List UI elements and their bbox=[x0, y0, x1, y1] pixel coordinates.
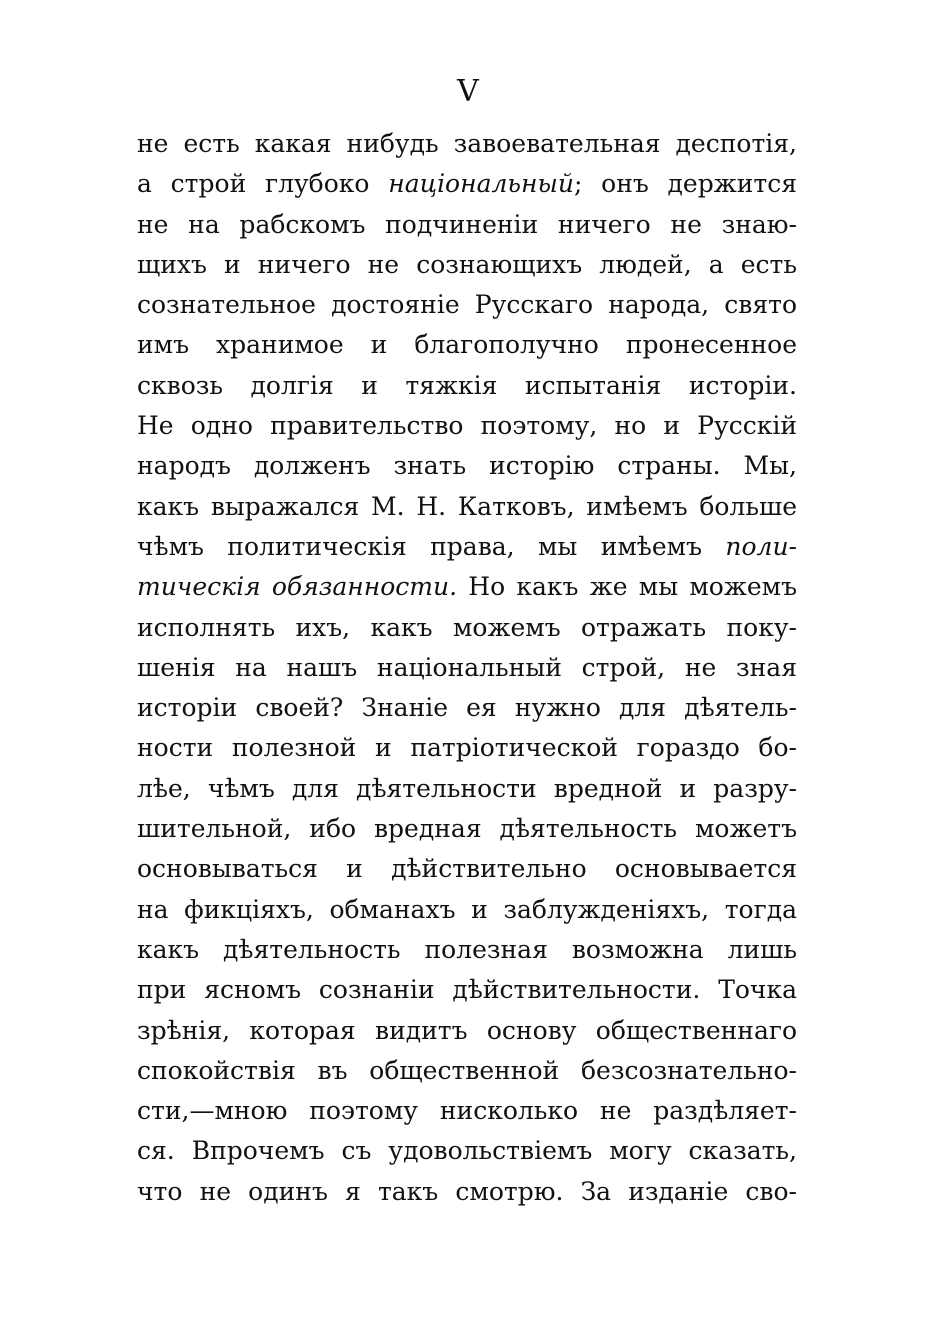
text-run: щихъ и ничего не сознающихъ людей, а есть bbox=[137, 249, 797, 279]
text-line bbox=[137, 1051, 797, 1091]
text-run: Не одно правительство поэтому, но и Русскій bbox=[137, 411, 797, 441]
text-run: исполнять ихъ, какъ можемъ отражать поку- bbox=[137, 612, 797, 642]
text-run: сознательное достояніе Русскаго народа, свято bbox=[137, 290, 797, 320]
text-line bbox=[137, 1172, 797, 1212]
text-run: спокойствія въ общественной безсознательно- bbox=[137, 1055, 797, 1085]
text-line bbox=[137, 769, 797, 809]
text-run: какъ выражался М. Н. Катковъ, имѣемъ больше bbox=[137, 491, 797, 521]
text-line bbox=[137, 648, 797, 688]
text-line bbox=[137, 487, 797, 527]
text-line bbox=[137, 527, 797, 567]
text-line bbox=[137, 970, 797, 1010]
text-run: не есть какая нибудь завоевательная деспотія, bbox=[137, 129, 797, 158]
text-run: основываться и дѣйствительно основывается bbox=[137, 854, 797, 884]
text-line bbox=[137, 245, 797, 285]
text-run: зрѣнія, которая видитъ основу общественнаго bbox=[137, 1015, 797, 1045]
text-run: чѣмъ политическія права, мы имѣемъ bbox=[137, 531, 726, 561]
text-run: исторіи своей? Знаніе ея нужно для дѣятель- bbox=[137, 693, 797, 723]
text-run: ности полезной и патріотической гораздо бо- bbox=[137, 733, 797, 763]
text-run: а строй глубоко bbox=[137, 169, 389, 199]
body-text bbox=[137, 124, 797, 1212]
text-run: сквозь долгія и тяжкія испытанія исторіи. bbox=[137, 370, 797, 400]
text-line bbox=[137, 809, 797, 849]
italic-text: національный bbox=[388, 169, 574, 199]
italic-text: поли- bbox=[725, 531, 797, 561]
text-run: не на рабскомъ подчиненіи ничего не знаю- bbox=[137, 209, 797, 239]
text-line bbox=[137, 728, 797, 768]
text-line bbox=[137, 1091, 797, 1131]
text-run: ся. Впрочемъ съ удовольствіемъ могу сказать, bbox=[137, 1136, 797, 1166]
text-line bbox=[137, 1131, 797, 1171]
text-run: что не одинъ я такъ смотрю. За изданіе сво- bbox=[137, 1176, 797, 1206]
text-line bbox=[137, 325, 797, 365]
text-line bbox=[137, 446, 797, 486]
text-line bbox=[137, 608, 797, 648]
text-run: шительной, ибо вредная дѣятельность можетъ bbox=[137, 814, 797, 844]
text-run: лѣе, чѣмъ для дѣятельности вредной и разру- bbox=[137, 773, 797, 803]
text-run: при ясномъ сознаніи дѣйствительности. Точка bbox=[137, 975, 797, 1005]
text-line bbox=[137, 849, 797, 889]
text-line bbox=[137, 164, 797, 204]
text-run: ; онъ держится bbox=[573, 169, 797, 199]
text-line bbox=[137, 285, 797, 325]
text-run: шенія на нашъ національный строй, не зная bbox=[137, 652, 797, 682]
text-line bbox=[137, 124, 797, 164]
text-line bbox=[137, 567, 797, 607]
text-line bbox=[137, 890, 797, 930]
text-run: имъ хранимое и благополучно пронесенное bbox=[137, 330, 797, 360]
text-run: сти,—мною поэтому нисколько не раздѣляет- bbox=[137, 1096, 797, 1126]
text-line bbox=[137, 688, 797, 728]
text-run: Но какъ же мы можемъ bbox=[457, 572, 797, 602]
text-line bbox=[137, 930, 797, 970]
text-line bbox=[137, 366, 797, 406]
text-line bbox=[137, 406, 797, 446]
text-run: на фикціяхъ, обманахъ и заблужденіяхъ, тогда bbox=[137, 894, 797, 924]
text-line bbox=[137, 205, 797, 245]
text-line bbox=[137, 1011, 797, 1051]
text-run: какъ дѣятельность полезная возможна лишь bbox=[137, 934, 797, 964]
page-number: V bbox=[457, 74, 479, 109]
italic-text: тическія обязанности. bbox=[137, 572, 458, 602]
text-run: народъ долженъ знать исторію страны. Мы, bbox=[137, 451, 797, 481]
